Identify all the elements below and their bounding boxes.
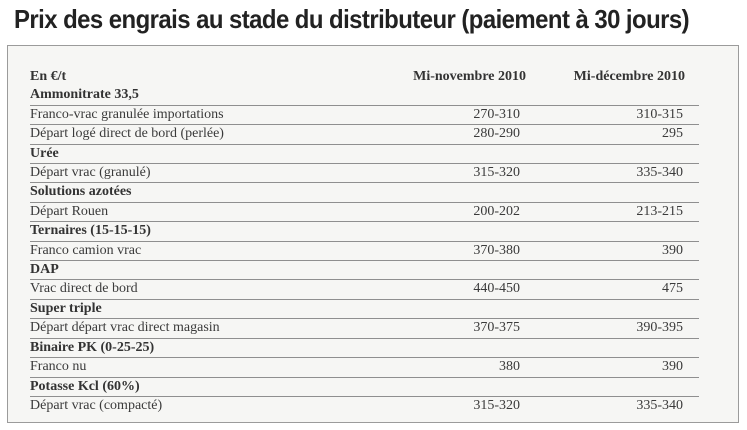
value-november: 380 xyxy=(310,358,550,377)
value-december: 390 xyxy=(550,358,699,377)
value-december: 310-315 xyxy=(550,105,699,124)
row-label: Franco nu xyxy=(30,358,310,377)
group-row xyxy=(30,86,699,105)
group-label: Ammonitrate 33,5 xyxy=(30,86,699,105)
table-row xyxy=(30,319,699,338)
value-december: 335-340 xyxy=(636,397,683,413)
row-label: Départ départ vrac direct magasin xyxy=(30,319,310,338)
table-row xyxy=(30,202,699,221)
row-label: Franco camion vrac xyxy=(30,241,310,260)
group-label: Urée xyxy=(30,144,699,163)
column-header-unit: En €/t xyxy=(30,69,67,84)
table-header-row xyxy=(30,68,699,86)
table-row xyxy=(30,280,699,299)
group-label: Binaire PK (0-25-25) xyxy=(30,338,699,357)
value-december: 390-395 xyxy=(550,319,699,338)
value-december: 390 xyxy=(550,241,699,260)
table-row xyxy=(30,241,699,260)
table-row xyxy=(30,396,699,415)
row-label: Franco-vrac granulée importations xyxy=(30,105,310,124)
table-row xyxy=(30,105,699,124)
row-label: Départ logé direct de bord (perlée) xyxy=(30,125,310,144)
value-november: 370-380 xyxy=(310,241,550,260)
group-row xyxy=(30,338,699,357)
table-row xyxy=(30,358,699,377)
value-november: 370-375 xyxy=(310,319,550,338)
group-row xyxy=(30,144,699,163)
value-november: 280-290 xyxy=(310,125,550,144)
value-december: 213-215 xyxy=(550,202,699,221)
row-label: Vrac direct de bord xyxy=(30,280,310,299)
group-row xyxy=(30,299,699,318)
group-label: Ternaires (15-15-15) xyxy=(30,222,699,241)
table-row xyxy=(30,164,699,183)
price-table-panel xyxy=(7,45,739,423)
group-label: Potasse Kcl (60%) xyxy=(30,377,699,396)
row-label: Départ vrac (granulé) xyxy=(30,164,310,183)
group-label: DAP xyxy=(30,261,699,280)
price-table-body xyxy=(30,68,699,415)
column-header-november: Mi-novembre 2010 xyxy=(413,69,526,84)
table-row xyxy=(30,125,699,144)
value-november: 200-202 xyxy=(310,202,550,221)
value-december: 335-340 xyxy=(550,164,699,183)
group-row xyxy=(30,261,699,280)
group-row xyxy=(30,377,699,396)
row-label: Départ vrac (compacté) xyxy=(30,397,163,413)
page-title: Prix des engrais au stade du distributeur (paiement à 30 jours) xyxy=(14,4,690,34)
group-label: Super triple xyxy=(30,299,699,318)
group-row xyxy=(30,183,699,202)
column-header-december: Mi-décembre 2010 xyxy=(573,69,685,84)
value-november: 270-310 xyxy=(310,105,550,124)
value-december: 295 xyxy=(550,125,699,144)
value-november: 440-450 xyxy=(310,280,550,299)
price-table xyxy=(30,68,699,415)
group-row xyxy=(30,222,699,241)
group-label: Solutions azotées xyxy=(30,183,699,202)
value-november: 315-320 xyxy=(473,397,520,413)
row-label: Départ Rouen xyxy=(30,202,310,221)
value-november: 315-320 xyxy=(310,164,550,183)
value-december: 475 xyxy=(550,280,699,299)
